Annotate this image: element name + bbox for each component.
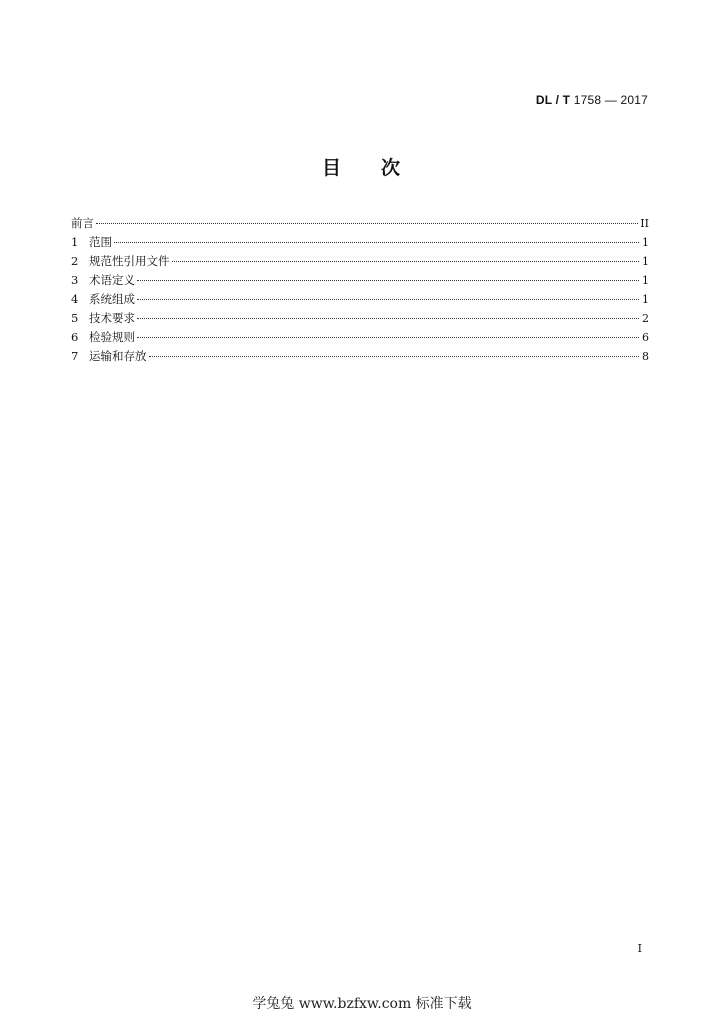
toc-entry-page: 1	[642, 255, 649, 268]
toc-entry-5[interactable]	[71, 309, 649, 328]
toc-entry-number: 3	[71, 273, 79, 287]
toc-dot-leader	[137, 280, 639, 281]
toc-entry-foreword[interactable]	[71, 214, 649, 233]
toc-entry-page: 1	[642, 236, 649, 249]
toc-list	[71, 214, 649, 366]
toc-dot-leader	[137, 318, 639, 319]
toc-title	[0, 153, 724, 180]
standard-code-number: 1758 — 2017	[573, 93, 648, 107]
toc-entry-label: 范围	[89, 235, 112, 249]
toc-entry-page: 8	[642, 350, 649, 363]
toc-dot-leader	[137, 299, 639, 300]
toc-entry-3[interactable]	[71, 271, 649, 290]
toc-entry-7[interactable]	[71, 347, 649, 366]
toc-dot-leader	[96, 223, 638, 224]
toc-entry-page: II	[640, 217, 649, 230]
toc-entry-2[interactable]	[71, 252, 649, 271]
toc-entry-page: 2	[642, 312, 649, 325]
standard-code-prefix: DL / T	[535, 93, 571, 107]
toc-entry-label: 技术要求	[89, 311, 135, 325]
toc-entry-label: 前言	[71, 216, 94, 230]
toc-entry-page: 6	[642, 331, 649, 344]
toc-entry-number: 7	[71, 349, 79, 363]
toc-title-right: 次	[381, 157, 403, 179]
toc-dot-leader	[149, 356, 640, 357]
toc-title-left: 目	[321, 157, 343, 179]
toc-entry-label: 系统组成	[89, 292, 135, 306]
toc-entry-page: 1	[642, 293, 649, 306]
toc-dot-leader	[172, 261, 640, 262]
page-number: I	[637, 942, 642, 955]
toc-entry-number: 2	[71, 254, 79, 268]
toc-entry-label: 规范性引用文件	[89, 254, 170, 268]
toc-entry-label: 术语定义	[89, 273, 135, 287]
toc-entry-number: 1	[71, 235, 79, 249]
watermark-text: 学兔兔 www.bzfxw.com 标准下载	[252, 996, 472, 1012]
toc-entry-label: 检验规则	[89, 330, 135, 344]
toc-entry-page: 1	[642, 274, 649, 287]
toc-entry-4[interactable]	[71, 290, 649, 309]
toc-entry-number: 4	[71, 292, 79, 306]
toc-entry-label: 运输和存放	[89, 349, 147, 363]
standard-code	[536, 93, 648, 107]
toc-dot-leader	[137, 337, 639, 338]
toc-dot-leader	[114, 242, 639, 243]
toc-entry-6[interactable]	[71, 328, 649, 347]
toc-entry-number: 5	[71, 311, 79, 325]
toc-entry-1[interactable]	[71, 233, 649, 252]
toc-entry-number: 6	[71, 330, 79, 344]
